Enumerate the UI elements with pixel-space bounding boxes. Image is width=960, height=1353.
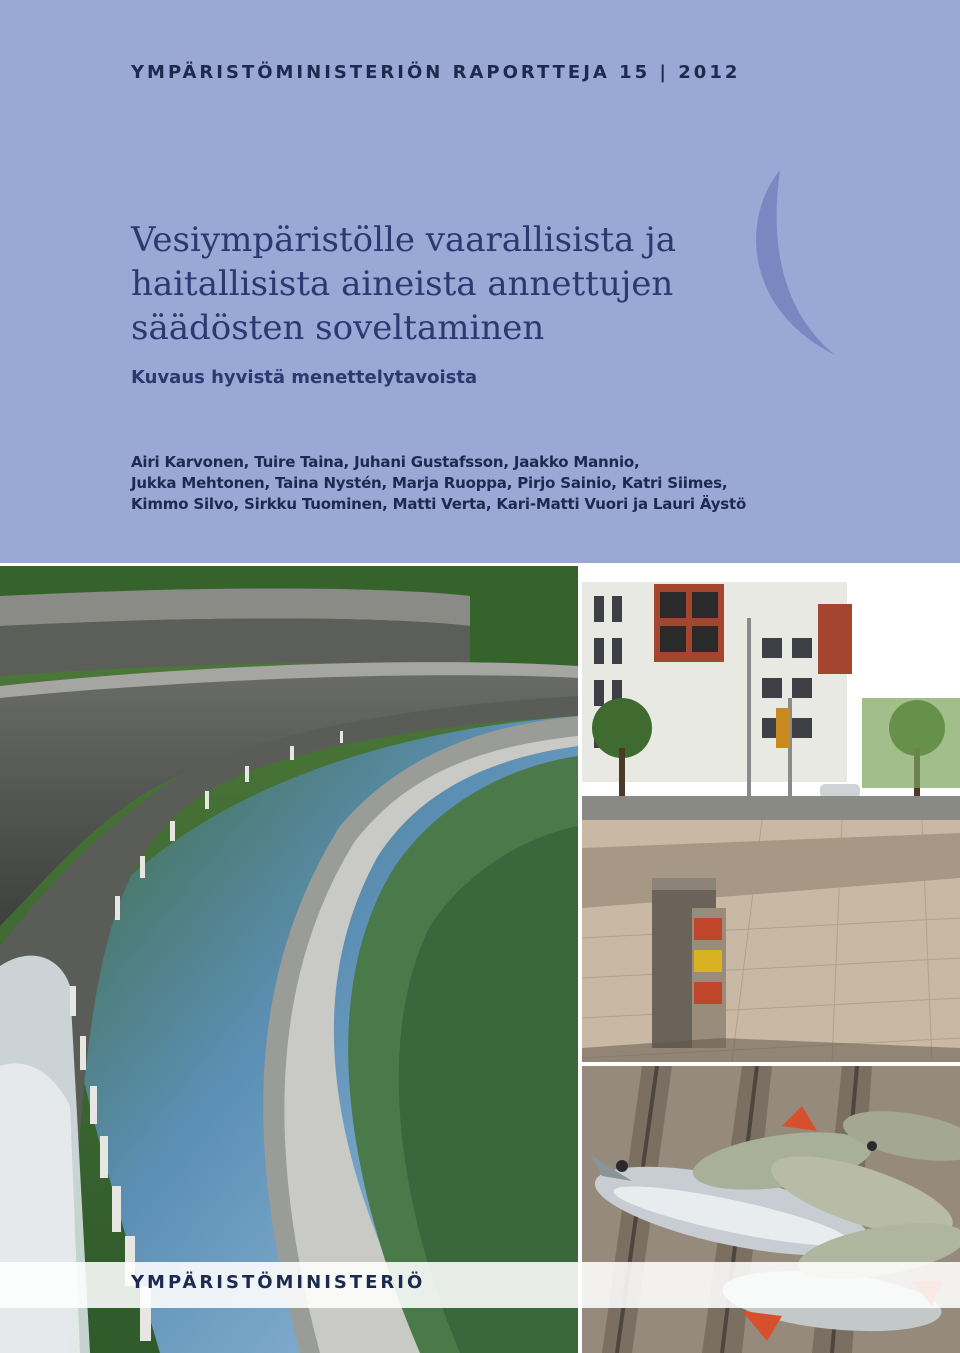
author-line-3: Kimmo Silvo, Sirkku Tuominen, Matti Verta, Kari-Matti Vuori ja Lauri Äystö: [131, 495, 747, 513]
title-line-2: haitallisista aineista annettujen: [131, 264, 674, 304]
water-treatment-photo: [0, 566, 578, 1353]
author-list: [131, 452, 941, 515]
report-subtitle: Kuvaus hyvistä menettelytavoista: [131, 367, 478, 388]
author-line-2: Jukka Mehtonen, Taina Nystén, Marja Ruoppa, Pirjo Sainio, Katri Siimes,: [131, 474, 728, 492]
publisher-name: YMPÄRISTÖMINISTERIÖ: [131, 1272, 426, 1293]
title-line-1: Vesiympäristölle vaarallisista ja: [131, 220, 676, 260]
fish-photo: [582, 1066, 960, 1353]
series-title: YMPÄRISTÖMINISTERIÖN RAPORTTEJA 15 | 2012: [131, 62, 741, 83]
street-photo: [582, 578, 960, 1062]
title-line-3: säädösten soveltaminen: [131, 308, 545, 348]
ministry-swoosh-logo: [740, 160, 880, 360]
author-line-1: Airi Karvonen, Tuire Taina, Juhani Gustafsson, Jaakko Mannio,: [131, 453, 640, 471]
